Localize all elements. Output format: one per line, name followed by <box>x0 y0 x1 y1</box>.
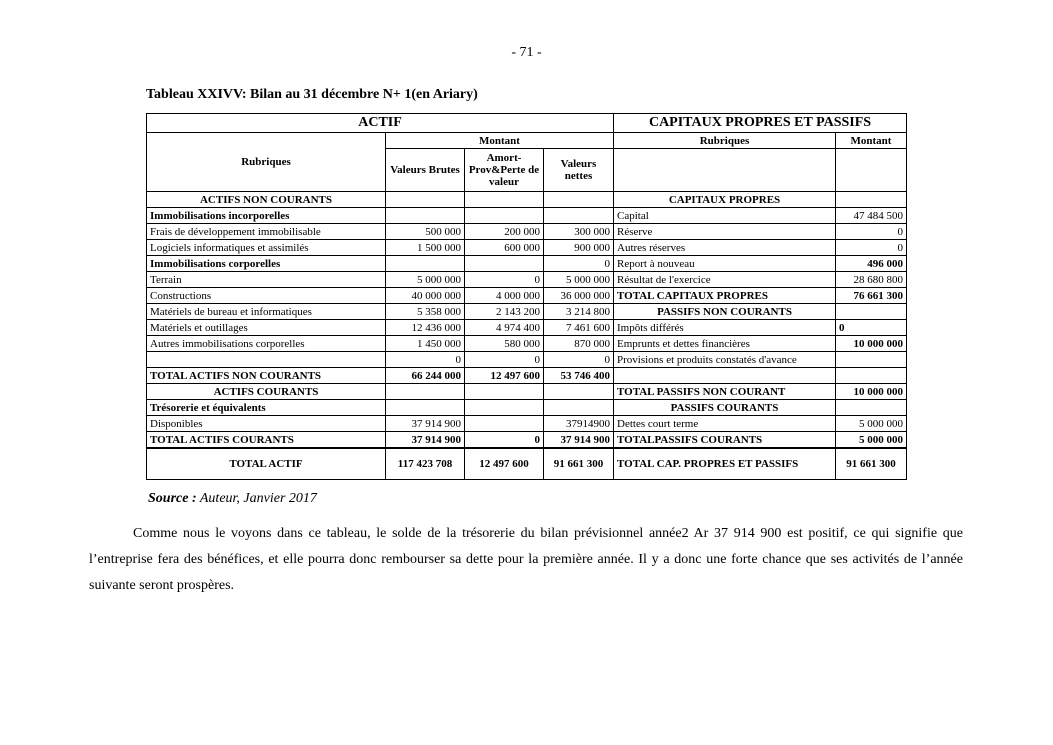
table-cell <box>386 192 465 208</box>
table-row <box>147 224 907 240</box>
table-cell: 91 661 300 <box>544 448 614 480</box>
table-cell: 12 436 000 <box>386 320 465 336</box>
table-row <box>147 432 907 449</box>
table-cell: Constructions <box>147 288 386 304</box>
col-valeurs-nettes: Valeurs nettes <box>544 149 614 192</box>
table-cell: 47 484 500 <box>836 208 907 224</box>
table-cell: 496 000 <box>836 256 907 272</box>
table-cell <box>465 416 544 432</box>
actif-header: ACTIF <box>147 114 614 133</box>
table-cell <box>544 208 614 224</box>
table-cell <box>544 400 614 416</box>
table-row <box>147 192 907 208</box>
body-paragraph <box>89 521 963 599</box>
table-cell: Réserve <box>614 224 836 240</box>
table-cell: 0 <box>386 352 465 368</box>
table-cell: 0 <box>544 352 614 368</box>
table-cell <box>836 368 907 384</box>
table-row <box>147 272 907 288</box>
table-cell: Matériels et outillages <box>147 320 386 336</box>
table-cell: 28 680 800 <box>836 272 907 288</box>
table-cell: 66 244 000 <box>386 368 465 384</box>
table-cell: 40 000 000 <box>386 288 465 304</box>
table-cell: TOTALPASSIFS COURANTS <box>614 432 836 449</box>
table-cell: 4 000 000 <box>465 288 544 304</box>
table-cell: TOTAL CAPITAUX PROPRES <box>614 288 836 304</box>
table-cell: Matériels de bureau et informatiques <box>147 304 386 320</box>
table-cell: Autres réserves <box>614 240 836 256</box>
table-row <box>147 288 907 304</box>
montant-header: Montant <box>386 133 614 149</box>
table-cell <box>465 384 544 400</box>
table-row <box>147 336 907 352</box>
table-cell: 37914900 <box>544 416 614 432</box>
table-cell: PASSIFS NON COURANTS <box>614 304 836 320</box>
passif-rubriques-header: Rubriques <box>614 133 836 149</box>
table-cell <box>836 352 907 368</box>
table-cell: Terrain <box>147 272 386 288</box>
table-row <box>147 320 907 336</box>
table-cell: 870 000 <box>544 336 614 352</box>
table-cell: Logiciels informatiques et assimilés <box>147 240 386 256</box>
table-cell: 4 974 400 <box>465 320 544 336</box>
table-cell <box>836 304 907 320</box>
table-cell <box>544 384 614 400</box>
table-cell: 200 000 <box>465 224 544 240</box>
table-cell: 580 000 <box>465 336 544 352</box>
table-cell: 0 <box>465 432 544 449</box>
passif-montant-header: Montant <box>836 133 907 149</box>
source-text: Auteur, Janvier 2017 <box>199 491 317 506</box>
table-cell <box>386 256 465 272</box>
table-cell: 5 000 000 <box>544 272 614 288</box>
table-cell: Disponibles <box>147 416 386 432</box>
table-cell <box>544 192 614 208</box>
table-row <box>147 256 907 272</box>
table-cell: ACTIFS NON COURANTS <box>147 192 386 208</box>
table-cell: Provisions et produits constatés d'avance <box>614 352 836 368</box>
table-row <box>147 352 907 368</box>
table-cell: 53 746 400 <box>544 368 614 384</box>
source-note <box>148 491 317 507</box>
table-cell: Frais de développement immobilisable <box>147 224 386 240</box>
col-amort-prov: Amort-Prov&Perte de valeur <box>465 149 544 192</box>
table-cell <box>836 400 907 416</box>
balance-sheet-table <box>146 113 907 480</box>
table-row <box>147 240 907 256</box>
table-cell: 500 000 <box>386 224 465 240</box>
table-cell <box>465 192 544 208</box>
table-cell: TOTAL ACTIF <box>147 448 386 480</box>
table-row <box>147 400 907 416</box>
table-row <box>147 304 907 320</box>
table-cell <box>386 400 465 416</box>
table-cell: TOTAL ACTIFS NON COURANTS <box>147 368 386 384</box>
table-cell: Capital <box>614 208 836 224</box>
table-cell: TOTAL PASSIFS NON COURANT <box>614 384 836 400</box>
passif-empty-header <box>614 149 836 192</box>
table-cell: 3 214 800 <box>544 304 614 320</box>
table-cell: 10 000 000 <box>836 336 907 352</box>
paragraph-text: Comme nous le voyons dans ce tableau, le solde de la trésorerie du bilan prévisionnel année2 Ar 37 914 900 est positif, ce qui signifie que l’entreprise fera des bénéfices, et elle pourra donc rembourser sa dette pour la première année. Il y a donc une forte chance que ses activités de l’année suivante seront prospères. <box>89 526 963 593</box>
table-cell: Trésorerie et équivalents <box>147 400 386 416</box>
table-cell: 91 661 300 <box>836 448 907 480</box>
table-cell: 37 914 900 <box>386 432 465 449</box>
table-cell <box>465 208 544 224</box>
table-cell <box>465 400 544 416</box>
table-cell: 0 <box>465 352 544 368</box>
table-cell: Emprunts et dettes financières <box>614 336 836 352</box>
table-cell: 76 661 300 <box>836 288 907 304</box>
table-cell <box>386 208 465 224</box>
table-cell: 12 497 600 <box>465 368 544 384</box>
table-row <box>147 208 907 224</box>
table-cell: 1 500 000 <box>386 240 465 256</box>
table-cell: CAPITAUX PROPRES <box>614 192 836 208</box>
table-cell: 300 000 <box>544 224 614 240</box>
table-cell: 0 <box>836 224 907 240</box>
table-cell: Immobilisations corporelles <box>147 256 386 272</box>
table-cell: 5 000 000 <box>386 272 465 288</box>
table-cell: Impôts différés <box>614 320 836 336</box>
table-cell: 0 <box>836 320 907 336</box>
table-cell: PASSIFS COURANTS <box>614 400 836 416</box>
table-cell: Autres immobilisations corporelles <box>147 336 386 352</box>
table-cell <box>465 256 544 272</box>
passif-header: CAPITAUX PROPRES ET PASSIFS <box>614 114 907 133</box>
table-cell <box>836 192 907 208</box>
table-cell: 5 358 000 <box>386 304 465 320</box>
table-cell: Dettes court terme <box>614 416 836 432</box>
table-cell: 5 000 000 <box>836 416 907 432</box>
table-cell: 2 143 200 <box>465 304 544 320</box>
table-row <box>147 448 907 480</box>
table-row <box>147 416 907 432</box>
col-valeurs-brutes: Valeurs Brutes <box>386 149 465 192</box>
table-cell: Immobilisations incorporelles <box>147 208 386 224</box>
passif-empty-header <box>836 149 907 192</box>
page-number: - 71 - <box>511 45 542 60</box>
table-cell: 1 450 000 <box>386 336 465 352</box>
table-cell: 37 914 900 <box>544 432 614 449</box>
table-cell: 0 <box>836 240 907 256</box>
table-caption: Tableau XXIVV: Bilan au 31 décembre N+ 1(en Ariary) <box>146 87 478 102</box>
table-cell <box>147 352 386 368</box>
table-cell: 12 497 600 <box>465 448 544 480</box>
table-cell <box>386 384 465 400</box>
table-cell: Résultat de l'exercice <box>614 272 836 288</box>
actif-rubriques-header: Rubriques <box>147 133 386 192</box>
table-cell: 36 000 000 <box>544 288 614 304</box>
table-cell <box>614 368 836 384</box>
table-cell: ACTIFS COURANTS <box>147 384 386 400</box>
table-cell: 7 461 600 <box>544 320 614 336</box>
table-row <box>147 368 907 384</box>
table-cell: 0 <box>465 272 544 288</box>
table-row <box>147 384 907 400</box>
table-cell: Report à nouveau <box>614 256 836 272</box>
table-cell: 117 423 708 <box>386 448 465 480</box>
table-cell: 900 000 <box>544 240 614 256</box>
table-cell: TOTAL ACTIFS COURANTS <box>147 432 386 449</box>
table-cell: 5 000 000 <box>836 432 907 449</box>
table-cell: 0 <box>544 256 614 272</box>
source-label: Source : <box>148 491 197 506</box>
table-cell: TOTAL CAP. PROPRES ET PASSIFS <box>614 448 836 480</box>
table-cell: 37 914 900 <box>386 416 465 432</box>
table-cell: 10 000 000 <box>836 384 907 400</box>
table-cell: 600 000 <box>465 240 544 256</box>
